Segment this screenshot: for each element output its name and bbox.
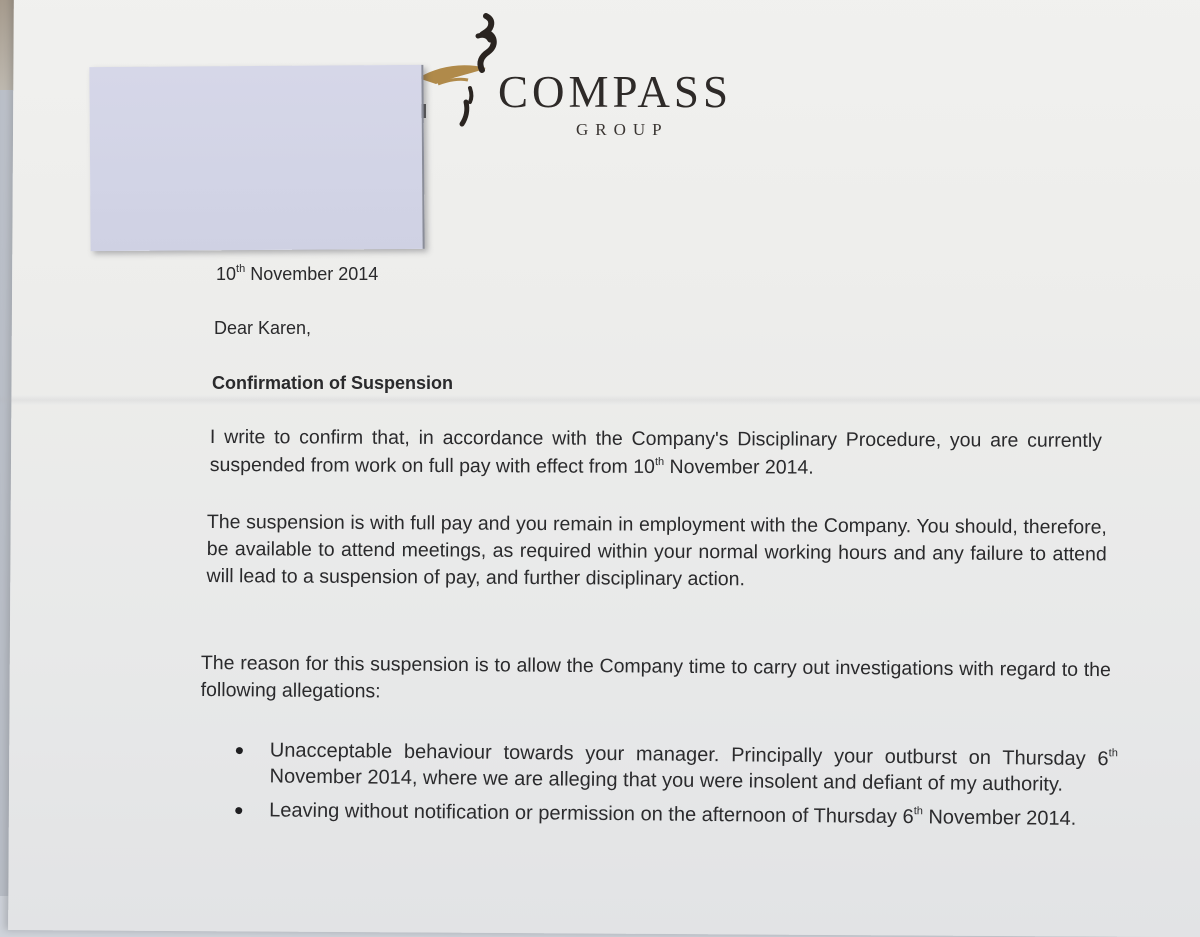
company-name: COMPASS (498, 67, 732, 117)
allegation-item (229, 797, 1117, 832)
paragraph-confirmation (210, 423, 1102, 483)
company-subname: GROUP (576, 120, 669, 139)
paper-fold (0, 395, 1200, 405)
date-suffix: th (236, 263, 246, 275)
letter-subject: Confirmation of Suspension (212, 373, 453, 393)
paragraph-conditions: The suspension is with full pay and you remain in employment with the Company. You should, therefore, be available to attend meetings, as required within your normal working hours and any failure to attend will lead to a suspension of pay, and further disciplinary action. (206, 510, 1107, 591)
allegation-item (229, 737, 1117, 798)
paragraph-confirmation-text: I write to confirm that, in accordance with the Company's Disciplinary Procedure, you are currently suspended from work on full pay with effect from 10 (209, 425, 1102, 478)
allegation-text: Leaving without notification or permission on the afternoon of Thursday 6 (269, 799, 914, 829)
salutation: Dear Karen, (214, 318, 312, 338)
allegation-text-end: November 2014, where we are alleging that you were insolent and defiant of my authority. (269, 765, 1064, 796)
date-rest: November 2014 (250, 264, 379, 284)
paragraph-reason: The reason for this suspension is to allow the Company time to carry out investigations with regard to the following allegations: (200, 651, 1111, 703)
letter-date (216, 262, 378, 286)
ordinal-suffix: th (913, 805, 923, 818)
paragraph-confirmation-end: November 2014. (664, 455, 814, 479)
allegation-text: Unacceptable behaviour towards your manager. Principally your outburst on Thursday 6 (269, 739, 1109, 771)
allegation-text-end: November 2014. (922, 806, 1077, 830)
allegations-list (229, 737, 1118, 840)
redaction-sticker (89, 65, 424, 251)
date-day: 10 (216, 264, 237, 284)
ordinal-suffix: th (654, 455, 665, 468)
bullet-icon (235, 807, 242, 814)
ordinal-suffix: th (1108, 747, 1118, 760)
bullet-icon (236, 747, 243, 754)
